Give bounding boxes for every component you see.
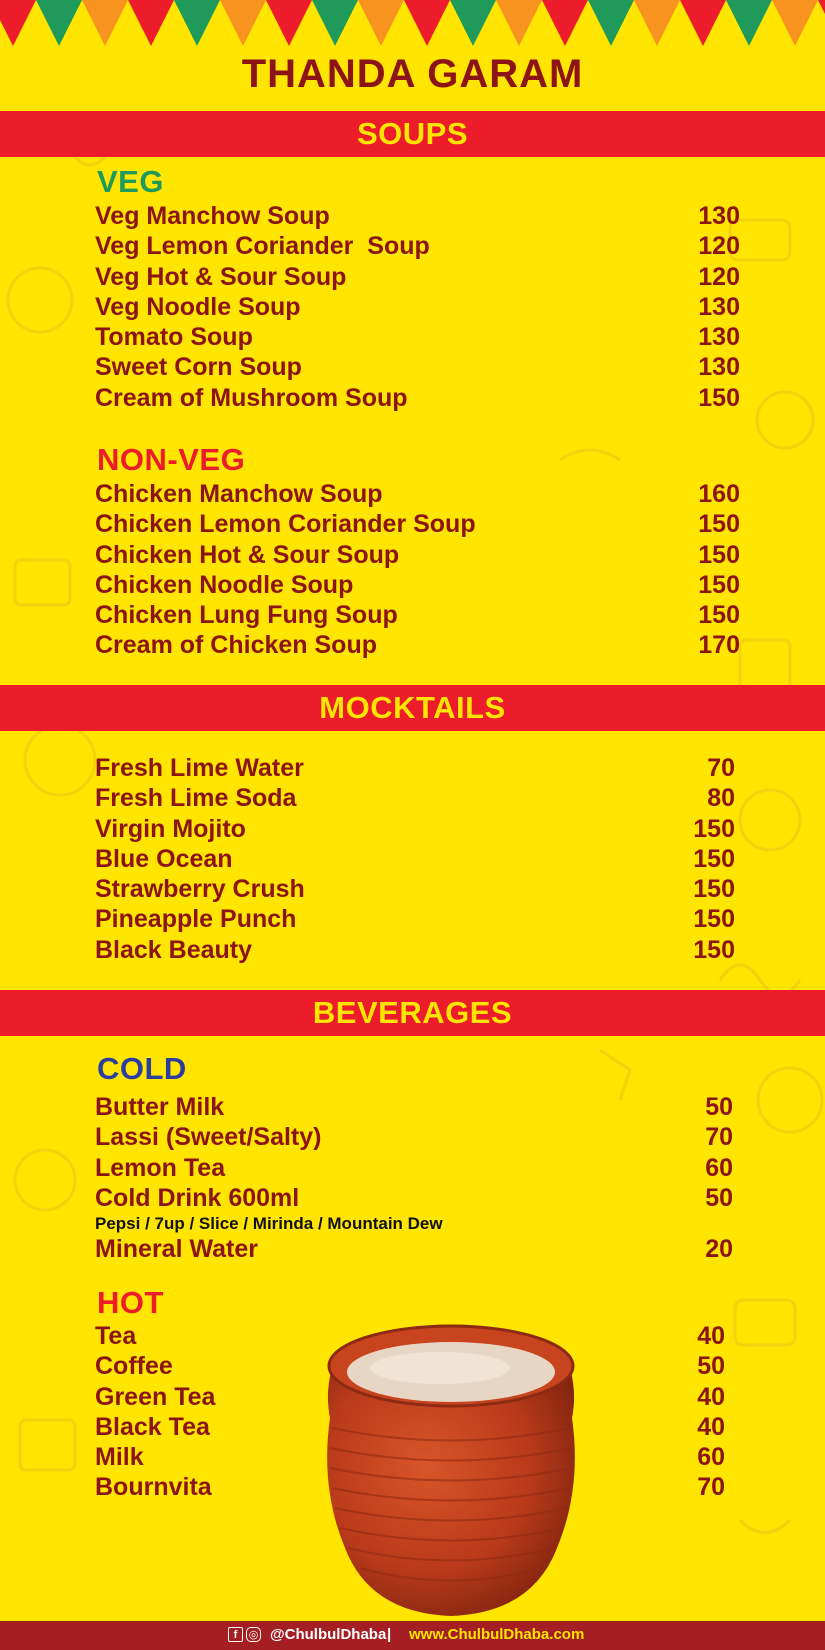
bunting-flag [726, 0, 772, 46]
item-price: 40 [697, 1412, 725, 1441]
hot-beverage-list [95, 1321, 725, 1503]
bunting-flag [220, 0, 266, 46]
item-name: Cream of Chicken Soup [95, 631, 377, 660]
item-name: Bournvita [95, 1473, 212, 1502]
bunting-flag [312, 0, 358, 46]
item-price: 80 [707, 784, 735, 813]
list-item [95, 630, 740, 660]
item-name: Fresh Lime Soda [95, 784, 297, 813]
cold-drink-brands-note: Pepsi / 7up / Slice / Mirinda / Mountain Dew [95, 1214, 443, 1233]
item-price: 150 [693, 875, 735, 904]
item-price: 150 [693, 814, 735, 843]
item-name: Black Tea [95, 1412, 210, 1441]
facebook-icon[interactable]: f [228, 1627, 243, 1642]
list-item [95, 1351, 725, 1381]
bunting-flag [680, 0, 726, 46]
list-item [95, 540, 740, 570]
item-name: Tea [95, 1322, 137, 1350]
list-item [95, 783, 735, 813]
list-item [95, 935, 735, 965]
social-handle[interactable]: @ChulbulDhaba [270, 1626, 387, 1643]
bunting-flag [450, 0, 496, 46]
item-name: Butter Milk [95, 1093, 225, 1121]
bunting-flag [174, 0, 220, 46]
bunting-flag [82, 0, 128, 46]
subheading-non-veg: NON-VEG [97, 442, 246, 477]
social-icons [228, 1627, 261, 1642]
item-price: 130 [698, 202, 740, 230]
item-price: 120 [698, 232, 740, 261]
item-price: 170 [698, 631, 740, 660]
bunting-flag [496, 0, 542, 46]
list-item [95, 292, 740, 322]
item-price: 130 [698, 323, 740, 352]
cold-beverage-list [95, 1092, 733, 1213]
item-name: Green Tea [95, 1382, 216, 1411]
nonveg-soup-list [95, 479, 740, 661]
item-price: 60 [697, 1443, 725, 1472]
mocktail-list [95, 753, 735, 965]
bunting-flag [818, 0, 825, 46]
list-item [95, 383, 740, 413]
item-name: Virgin Mojito [95, 814, 246, 843]
subheading-veg: VEG [97, 164, 164, 199]
list-item [95, 322, 740, 352]
list-item [95, 231, 740, 261]
item-name: Veg Noodle Soup [95, 292, 301, 321]
item-price: 40 [697, 1322, 725, 1350]
item-price: 50 [697, 1352, 725, 1381]
bunting-flag [588, 0, 634, 46]
item-name: Blue Ocean [95, 844, 233, 873]
list-item [95, 1183, 733, 1213]
item-name: Chicken Lung Fung Soup [95, 601, 398, 630]
item-price: 130 [698, 292, 740, 321]
item-price: 20 [705, 1235, 733, 1263]
item-name: Strawberry Crush [95, 875, 305, 904]
list-item [95, 479, 740, 509]
item-name: Lemon Tea [95, 1153, 226, 1182]
item-name: Fresh Lime Water [95, 754, 304, 782]
item-price: 150 [698, 383, 740, 412]
list-item [95, 753, 735, 783]
mineral-water-row [95, 1234, 733, 1264]
list-item [95, 844, 735, 874]
list-item [95, 570, 740, 600]
list-item [95, 1472, 725, 1502]
list-item [95, 1442, 725, 1472]
item-name: Coffee [95, 1352, 173, 1381]
item-name: Veg Manchow Soup [95, 202, 330, 230]
list-item [95, 814, 735, 844]
list-item [95, 1122, 733, 1152]
item-price: 150 [698, 540, 740, 569]
item-name: Chicken Manchow Soup [95, 480, 383, 508]
item-name: Mineral Water [95, 1235, 259, 1263]
bunting-flag [128, 0, 174, 46]
bunting-flag [358, 0, 404, 46]
item-price: 150 [698, 601, 740, 630]
item-name: Veg Hot & Sour Soup [95, 262, 347, 291]
item-price: 120 [698, 262, 740, 291]
list-item [95, 509, 740, 539]
section-band-mocktails: MOCKTAILS [0, 685, 825, 731]
item-name: Sweet Corn Soup [95, 353, 302, 382]
item-name: Tomato Soup [95, 323, 253, 352]
list-item [95, 1092, 733, 1122]
item-name: Chicken Hot & Sour Soup [95, 540, 400, 569]
item-price: 160 [698, 480, 740, 508]
list-item [95, 1412, 725, 1442]
bunting-flag [542, 0, 588, 46]
item-name: Lassi (Sweet/Salty) [95, 1123, 322, 1152]
list-item [95, 1153, 733, 1183]
website-link[interactable]: www.ChulbulDhaba.com [409, 1626, 585, 1643]
list-item [95, 600, 740, 630]
list-item [95, 1382, 725, 1412]
item-price: 50 [705, 1183, 733, 1212]
list-item [95, 1234, 733, 1264]
section-band-soups: SOUPS [0, 111, 825, 157]
item-name: Chicken Lemon Coriander Soup [95, 510, 476, 539]
subheading-hot: HOT [97, 1285, 164, 1320]
list-item [95, 201, 740, 231]
item-price: 50 [705, 1093, 733, 1121]
subheading-cold: COLD [97, 1051, 187, 1086]
item-price: 130 [698, 353, 740, 382]
item-price: 150 [698, 570, 740, 599]
item-name: Cream of Mushroom Soup [95, 383, 408, 412]
section-band-beverages: BEVERAGES [0, 990, 825, 1036]
bunting-flag [404, 0, 450, 46]
list-item [95, 352, 740, 382]
item-price: 150 [698, 510, 740, 539]
bunting-flag [0, 0, 36, 46]
item-name: Black Beauty [95, 935, 253, 964]
list-item [95, 874, 735, 904]
item-price: 40 [697, 1382, 725, 1411]
footer-bar [0, 1621, 825, 1650]
bunting-flag [266, 0, 312, 46]
item-name: Cold Drink 600ml [95, 1183, 300, 1212]
bunting-flag [634, 0, 680, 46]
item-name: Chicken Noodle Soup [95, 570, 354, 599]
veg-soup-list [95, 201, 740, 413]
bunting-flag [772, 0, 818, 46]
item-price: 60 [705, 1153, 733, 1182]
item-price: 70 [705, 1123, 733, 1152]
list-item [95, 904, 735, 934]
item-price: 70 [697, 1473, 725, 1502]
instagram-icon[interactable]: ◎ [246, 1627, 261, 1642]
item-price: 150 [693, 844, 735, 873]
footer-separator: | [387, 1626, 392, 1643]
item-price: 70 [707, 754, 735, 782]
item-name: Pineapple Punch [95, 905, 297, 934]
item-price: 150 [693, 935, 735, 964]
item-name: Veg Lemon Coriander Soup [95, 232, 430, 261]
list-item [95, 262, 740, 292]
menu-title: THANDA GARAM [241, 52, 584, 96]
bunting-flag [36, 0, 82, 46]
item-price: 150 [693, 905, 735, 934]
bunting-decoration [0, 0, 825, 48]
item-name: Milk [95, 1443, 144, 1472]
list-item [95, 1321, 725, 1351]
